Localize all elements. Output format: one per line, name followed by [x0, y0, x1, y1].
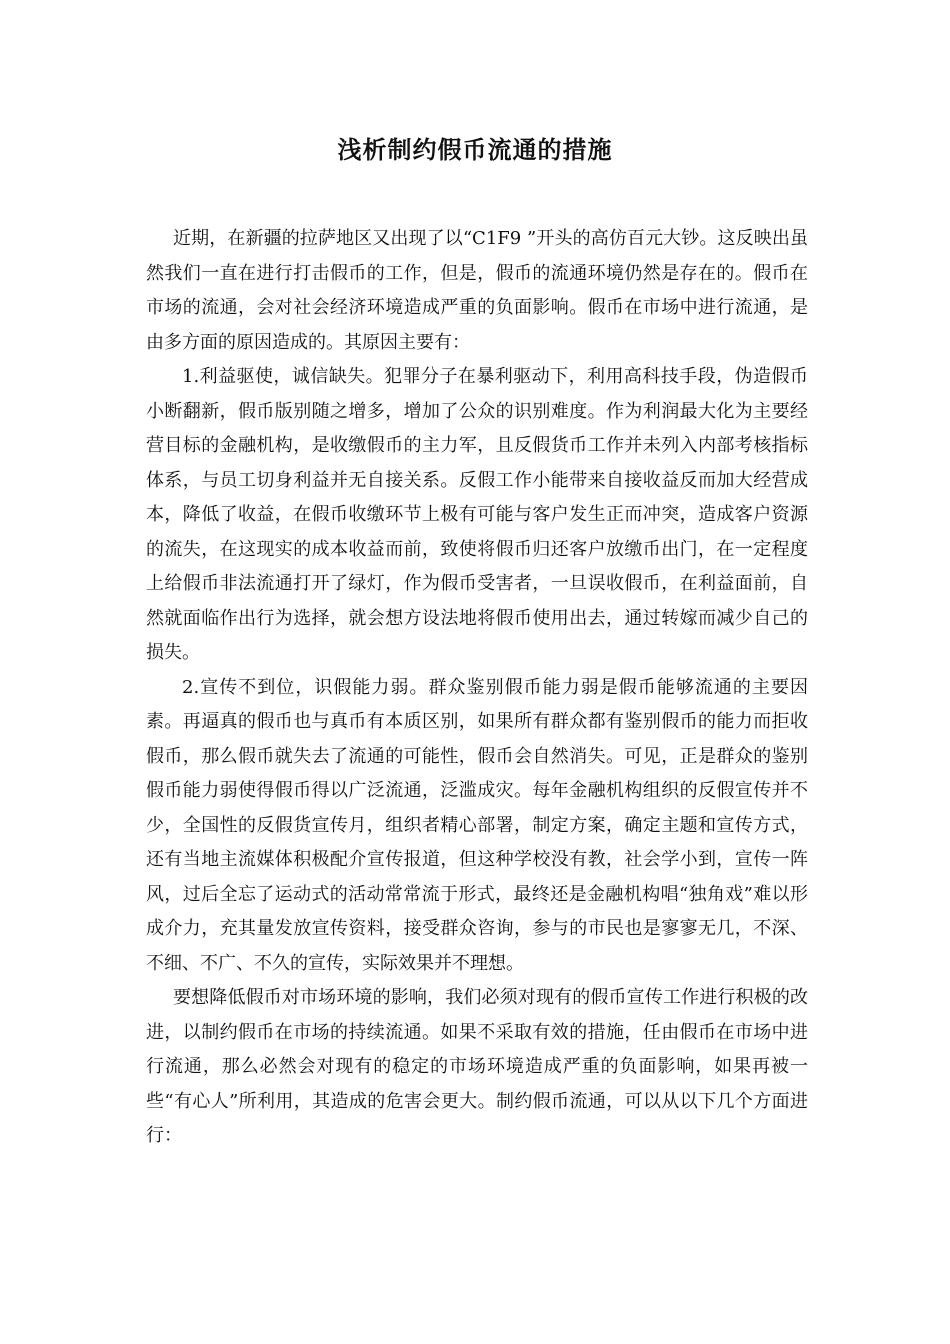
paragraph-intro: 近期，在新疆的拉萨地区又出现了以“C1F9 ”开头的高仿百元大钞。这反映出虽然我们一直在进行打击假币的工作，但是，假币的流通环境仍然是存在的。假币在市场的流通，会对社会经济环境造成严重的负面影响。假币在市场中进行流通，是由多方面的原因造成的。其原因主要有：	[146, 228, 808, 353]
paragraph-reason-1: 1.利益驱使，诚信缺失。犯罪分子在暴利驱动下，利用高科技手段，伪造假币小断翻新，假币版别随之增多，增加了公众的识别难度。作为利润最大化为主要经营目标的金融机构，是收缴假币的主力军，且反假货币工作并未列入内部考核指标体系，与员工切身利益并无自接关系。反假工作小能带来自接收益反而加大经营成本，降低了收益，在假币收缴环节上极有可能与客户发生正而冲突，造成客户资源的流失，在这现实的成本收益而前，致使将假币归还客户放缴币出门，在一定程度上给假币非法流通打开了绿灯，作为假币受害者，一旦误收假币，在利益面前，自然就面临作出行为选择，就会想方设法地将假币使用出去，通过转嫁而减少自己的损失。	[146, 366, 808, 663]
document-title: 浅析制约假币流通的措施	[337, 136, 613, 164]
paragraph-reason-2: 2.宣传不到位，识假能力弱。群众鉴别假币能力弱是假币能够流通的主要因素。再逼真的假币也与真币有本质区别，如果所有群众都有鉴别假币的能力而拒收假币，那么假币就失去了流通的可能性，假币会自然消失。可见，正是群众的鉴别假币能力弱使得假币得以广泛流通，泛滥成灾。每年金融机构组织的反假宣传并不少，全国性的反假货宣传月，组织者精心部署，制定方案，确定主题和宣传方式，还有当地主流媒体积极配介宣传报道，但这种学校没有教，社会学小到，宣传一阵风，过后全忘了运动式的活动常常流于形式，最终还是金融机构唱“独角戏”难以形成介力，充其量发放宣传资料，接受群众咨询，参与的市民也是寥寥无几，不深、不细、不广、不久的宣传，实际效果并不理想。	[146, 676, 808, 974]
paragraph-measures-intro: 要想降低假币对市场环境的影响，我们必须对现有的假币宣传工作进行积极的改进，以制约假币在市场的持续流通。如果不采取有效的措施，任由假币在市场中进行流通，那么必然会对现有的稳定的市场环境造成严重的负面影响，如果再被一些“有心人”所利用，其造成的危害会更大。制约假币流通，可以从以下几个方面进行：	[146, 987, 808, 1146]
document-body	[146, 222, 808, 1154]
